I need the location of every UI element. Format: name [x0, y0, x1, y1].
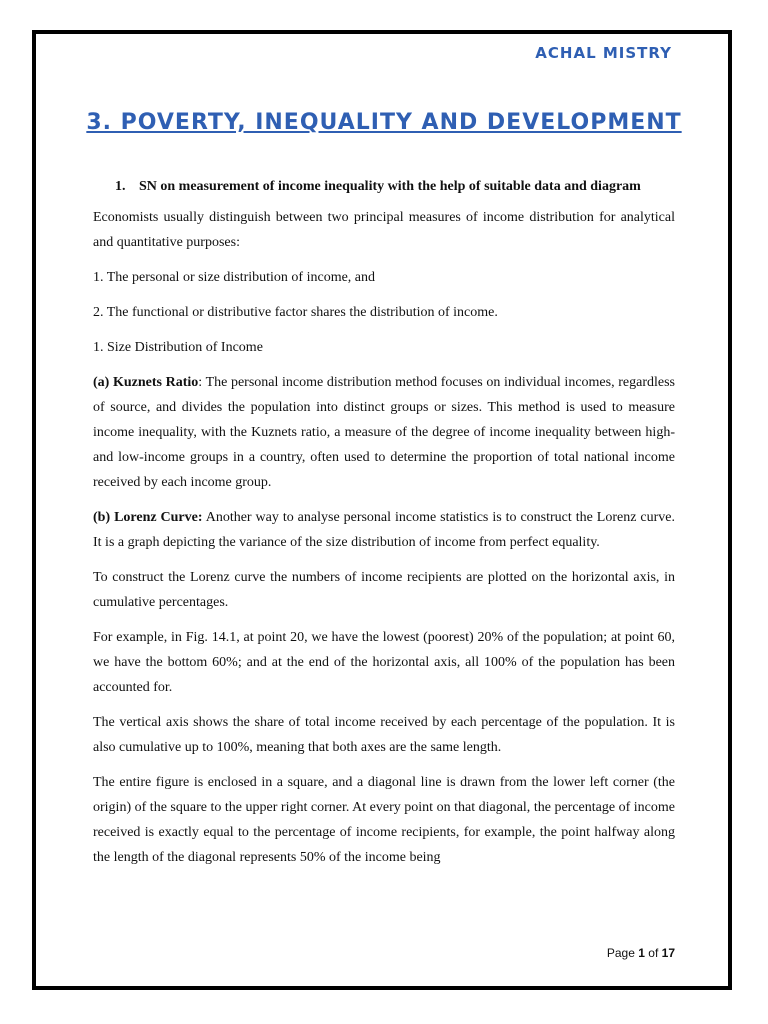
paragraph-kuznets-ratio [93, 370, 675, 495]
question-item [93, 174, 675, 199]
paragraph-intro: Economists usually distinguish between two principal measures of income distribution for analytical and quantitative purposes: [93, 210, 675, 250]
author-name: ACHAL MISTRY [535, 44, 672, 62]
question-text: SN on measurement of income inequality with the help of suitable data and diagram [139, 179, 641, 194]
page-footer [607, 946, 675, 960]
kuznets-ratio-label: (a) Kuznets Ratio [93, 375, 199, 390]
paragraph-vertical-axis: The vertical axis shows the share of total income received by each percentage of the population. It is also cumulative up to 100%, meaning that both axes are the same length. [93, 715, 675, 755]
paragraph-example: For example, in Fig. 14.1, at point 20, we have the lowest (poorest) 20% of the population; at point 60, we have the bottom 60%; and at the end of the horizontal axis, all 100% of the population has been accounted for. [93, 630, 675, 695]
page-word: Page [606, 946, 635, 960]
of-word: of [648, 946, 659, 960]
paragraph-size-distribution-heading: 1. Size Distribution of Income [93, 340, 263, 355]
document-body [93, 174, 675, 880]
paragraph-personal-distribution: 1. The personal or size distribution of income, and [93, 270, 376, 285]
paragraph-functional-distribution: 2. The functional or distributive factor shares the distribution of income. [93, 305, 498, 320]
current-page-number: 1 [638, 946, 645, 960]
lorenz-curve-label: (b) Lorenz Curve: [93, 510, 203, 525]
question-number: 1. [115, 179, 126, 194]
paragraph-lorenz-curve [93, 505, 675, 555]
paragraph-diagonal: The entire figure is enclosed in a square, and a diagonal line is drawn from the lower left corner (the origin) of the square to the upper right corner. At every point on that diagonal, the percentage of income received is exactly equal to the percentage of income recipients, for example, the point halfway along the length of the diagonal represents 50% of the income being [93, 775, 675, 865]
paragraph-construct-lorenz: To construct the Lorenz curve the numbers of income recipients are plotted on the horizontal axis, in cumulative percentages. [93, 570, 675, 610]
total-pages-number: 17 [661, 946, 675, 960]
chapter-title: 3. POVERTY, INEQUALITY AND DEVELOPMENT [86, 110, 682, 135]
kuznets-ratio-text: : The personal income distribution method focuses on individual incomes, regardless of source, and divides the population into distinct groups or sizes. This method is used to measure income inequality, with the Kuznets ratio, a measure of the degree of income inequality between high- and low-income groups in a country, often used to determine the proportion of total national income received by each income group. [93, 375, 675, 490]
lorenz-curve-text: Another way to analyse personal income statistics is to construct the Lorenz curve. It is a graph depicting the variance of the size distribution of income from perfect equality. [93, 510, 675, 550]
